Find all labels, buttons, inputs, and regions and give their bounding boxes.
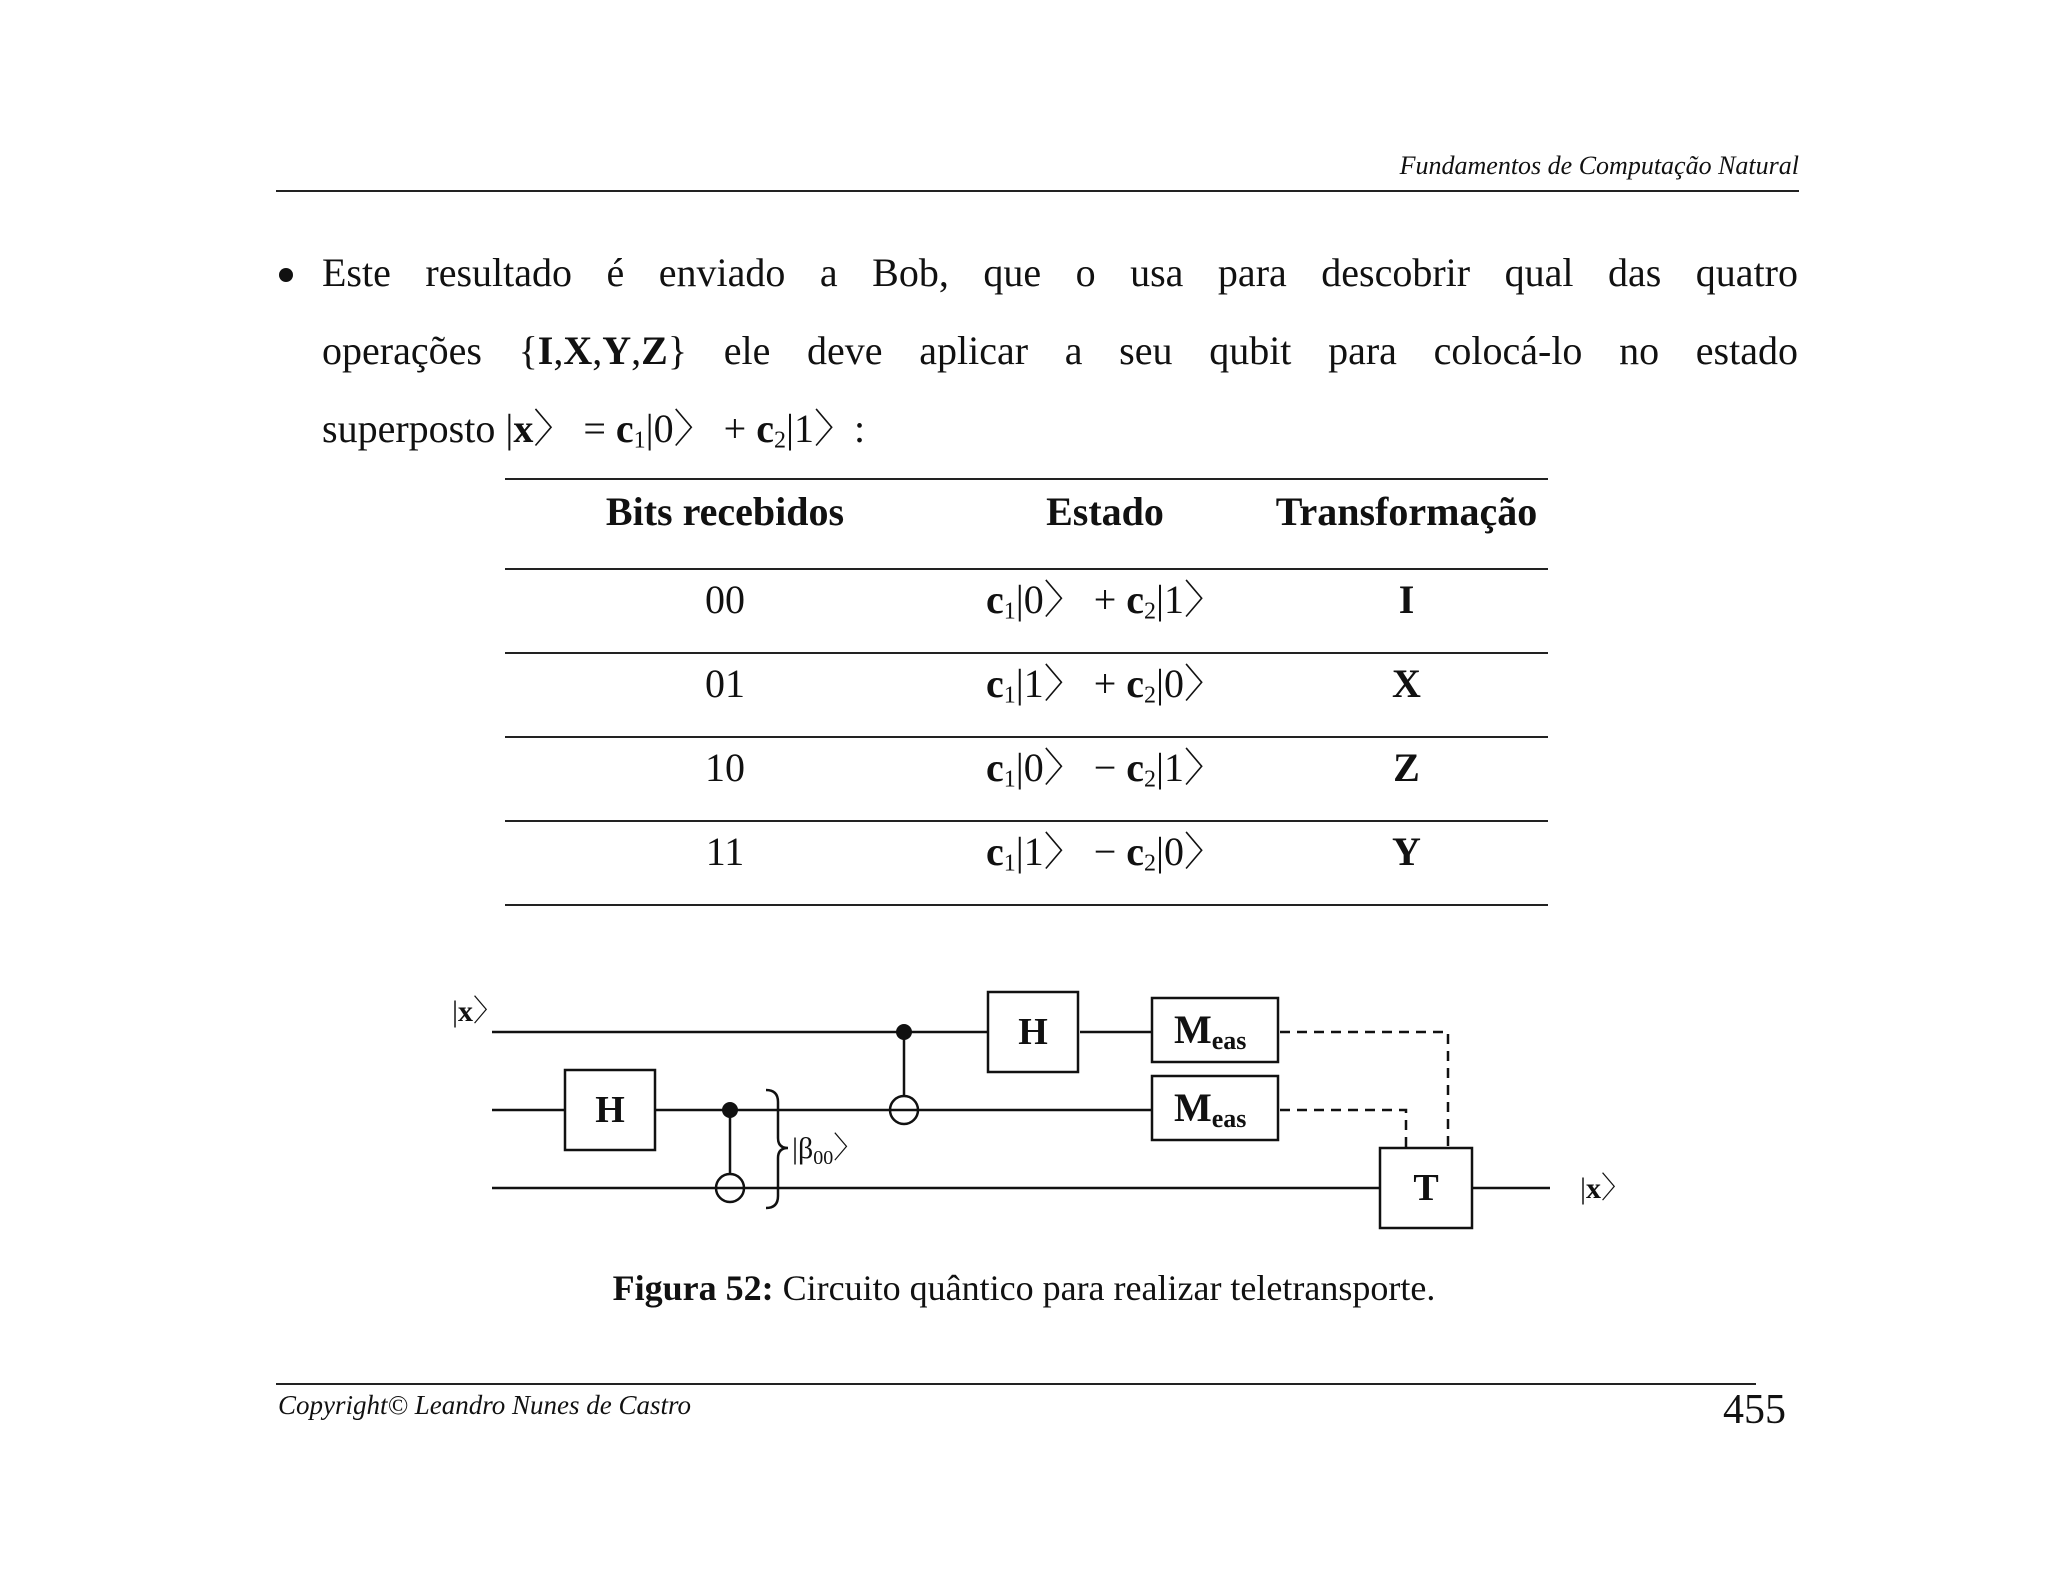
paragraph-line-3: superposto |x〉 = $c_1|0$〉 + $c_2|1$〉: xyxy=(322,406,866,454)
caption-label: Figura 52: xyxy=(612,1268,774,1308)
control-dot-icon xyxy=(896,1024,912,1040)
input-label: |x〉 xyxy=(452,995,504,1028)
cell-state-01: $c_1|1$〉 + $c_2|0$〉 xyxy=(985,661,1225,709)
classical-wire-1 xyxy=(1280,1032,1448,1148)
cell-state-10: $c_1|0$〉 − $c_2|1$〉 xyxy=(985,745,1225,793)
cell-state-00: $c_1|0$〉 + $c_2|1$〉 xyxy=(985,577,1225,625)
classical-wire-2 xyxy=(1280,1110,1406,1148)
page-number: 455 xyxy=(1723,1387,1786,1433)
h-gate-label: H xyxy=(1018,1011,1048,1053)
cell-transform-11: Y xyxy=(1392,829,1421,874)
brace-icon xyxy=(766,1090,788,1208)
control-dot-icon xyxy=(722,1102,738,1118)
header-transformation: Transformação xyxy=(1275,489,1538,534)
footer-copyright: Copyright© Leandro Nunes de Castro xyxy=(278,1390,692,1420)
cell-transform-00: I xyxy=(1398,577,1415,622)
t-gate-label: T xyxy=(1413,1167,1439,1209)
h-gate-label: H xyxy=(595,1089,625,1131)
meas-label: Meas xyxy=(1174,1007,1247,1055)
output-label: |x〉 xyxy=(1580,1172,1632,1205)
op-x: X xyxy=(563,328,593,373)
figure-caption xyxy=(0,1266,2048,1310)
meas-label: Meas xyxy=(1174,1085,1247,1133)
op-y: Y xyxy=(602,328,632,373)
cell-bits-00: 00 xyxy=(705,577,745,622)
op-i: I xyxy=(537,328,554,373)
cell-bits-10: 10 xyxy=(705,745,745,790)
cell-bits-01: 01 xyxy=(705,661,745,706)
cell-state-11: $c_1|1$〉 − $c_2|0$〉 xyxy=(985,829,1225,877)
footer-rule xyxy=(276,1383,1756,1385)
paragraph-line-2: operações {I,X,Y,Z} ele deve aplicar a seu qubit para colocá-lo no estado xyxy=(322,328,1798,373)
caption-text: Circuito quântico para realizar teletransporte. xyxy=(773,1268,1436,1308)
cell-transform-10: Z xyxy=(1393,745,1420,790)
cell-bits-11: 11 xyxy=(705,829,745,874)
bell-state-label: $|\beta_{00}$〉 xyxy=(792,1132,864,1169)
header-title: Fundamentos de Computação Natural xyxy=(1399,151,1799,180)
paragraph-line-1: Este resultado é enviado a Bob, que o usa para descobrir qual das quatro xyxy=(322,250,1798,295)
header-state: Estado xyxy=(1046,489,1164,534)
header-bits: Bits recebidos xyxy=(605,489,845,534)
op-z: Z xyxy=(641,328,668,373)
cell-transform-01: X xyxy=(1392,661,1421,706)
